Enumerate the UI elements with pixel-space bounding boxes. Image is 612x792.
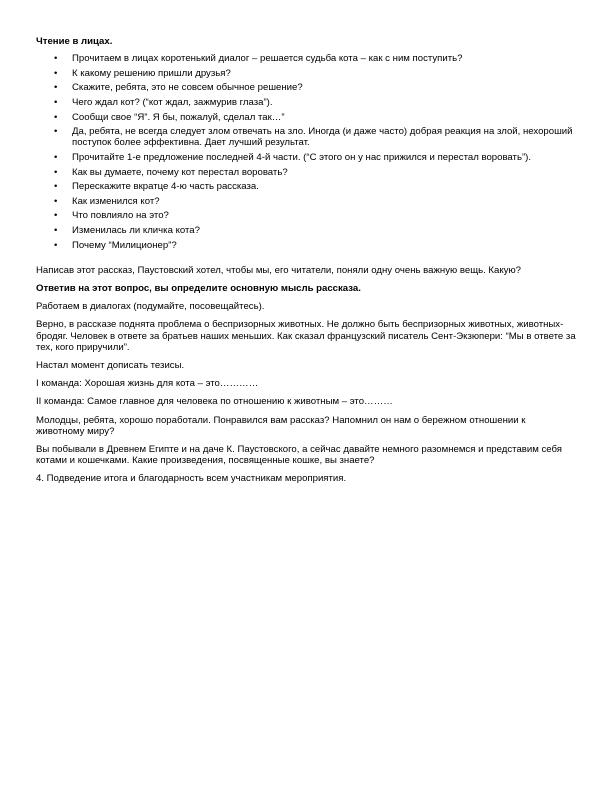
list-item: • Что повлияло на это? bbox=[36, 210, 576, 221]
list-item: • Сообщи свое “Я”. Я бы, пожалуй, сделал так…” bbox=[36, 112, 576, 123]
paragraph-dialog-work: Работаем в диалогах (подумайте, посовещайтесь). bbox=[36, 301, 265, 313]
paragraph-well-done: Молодцы, ребята, хорошо поработали. Понравился вам рассказ? Напомнил он нам о бережном отношении к животному миру? bbox=[36, 414, 526, 437]
bullet-list-questions bbox=[36, 152, 576, 251]
list-item: • Прочитайте 1-е предложение последней 4-й части. (“С этого он у нас прижился и перестал воровать”). bbox=[36, 152, 576, 163]
paragraph-stray-animals: Верно, в рассказе поднята проблема о беспризорных животных. Не должно быть беспризорных животных, животных-бродяг. Человек в ответе за братьев наших меньших. Как сказал французский писатель Сент-Экзюпери: “Мы в ответе за тех, кого приручили”. bbox=[36, 319, 576, 353]
list-item: • Чего ждал кот? (“кот ждал, зажмурив глаза”). bbox=[36, 97, 576, 108]
list-item: • Прочитаем в лицах коротенький диалог – решается судьба кота – как с ним поступить? bbox=[36, 53, 576, 64]
list-item: • Как вы думаете, почему кот перестал воровать? bbox=[36, 167, 576, 178]
bullet-list-reading bbox=[36, 53, 576, 148]
paragraph-team-2: II команда: Самое главное для человека по отношению к животным – это……… bbox=[36, 396, 393, 408]
paragraph-team-1: I команда: Хорошая жизнь для кота – это………… bbox=[36, 378, 259, 390]
paragraph-egypt: Вы побывали в Древнем Египте и на даче К. Паустовского, а сейчас давайте немного разомнемся и представим себя котами и кошечками. Какие произведения, посвященные кошке, вы знаете? bbox=[36, 443, 563, 467]
paragraph-theses: Настал момент дописать тезисы. bbox=[36, 359, 185, 371]
document-content bbox=[36, 36, 576, 485]
list-item: • Перескажите вкратце 4-ю часть рассказа. bbox=[36, 181, 576, 192]
paragraph-main-idea: Ответив на этот вопрос, вы определите основную мысль рассказа. bbox=[36, 282, 361, 294]
list-item: • Почему “Милиционер”? bbox=[36, 240, 576, 251]
paragraph-author-intent: Написав этот рассказ, Паустовский хотел, чтобы мы, его читатели, поняли одну очень важную вещь. Какую? bbox=[36, 264, 521, 276]
list-item: • К какому решению пришли друзья? bbox=[36, 68, 576, 79]
section-heading: Чтение в лицах. bbox=[36, 36, 113, 47]
list-item: • Изменилась ли кличка кота? bbox=[36, 225, 576, 236]
list-item: • Да, ребята, не всегда следует злом отвечать на зло. Иногда (и даже часто) добрая реакция на злой, нехороший поступок более эффективна. Дает лучший результат. bbox=[36, 126, 576, 148]
list-item: • Как изменился кот? bbox=[36, 196, 576, 207]
list-item: • Скажите, ребята, это не совсем обычное решение? bbox=[36, 82, 576, 93]
paragraph-summary: 4. Подведение итога и благодарность всем участникам мероприятия. bbox=[36, 473, 347, 485]
